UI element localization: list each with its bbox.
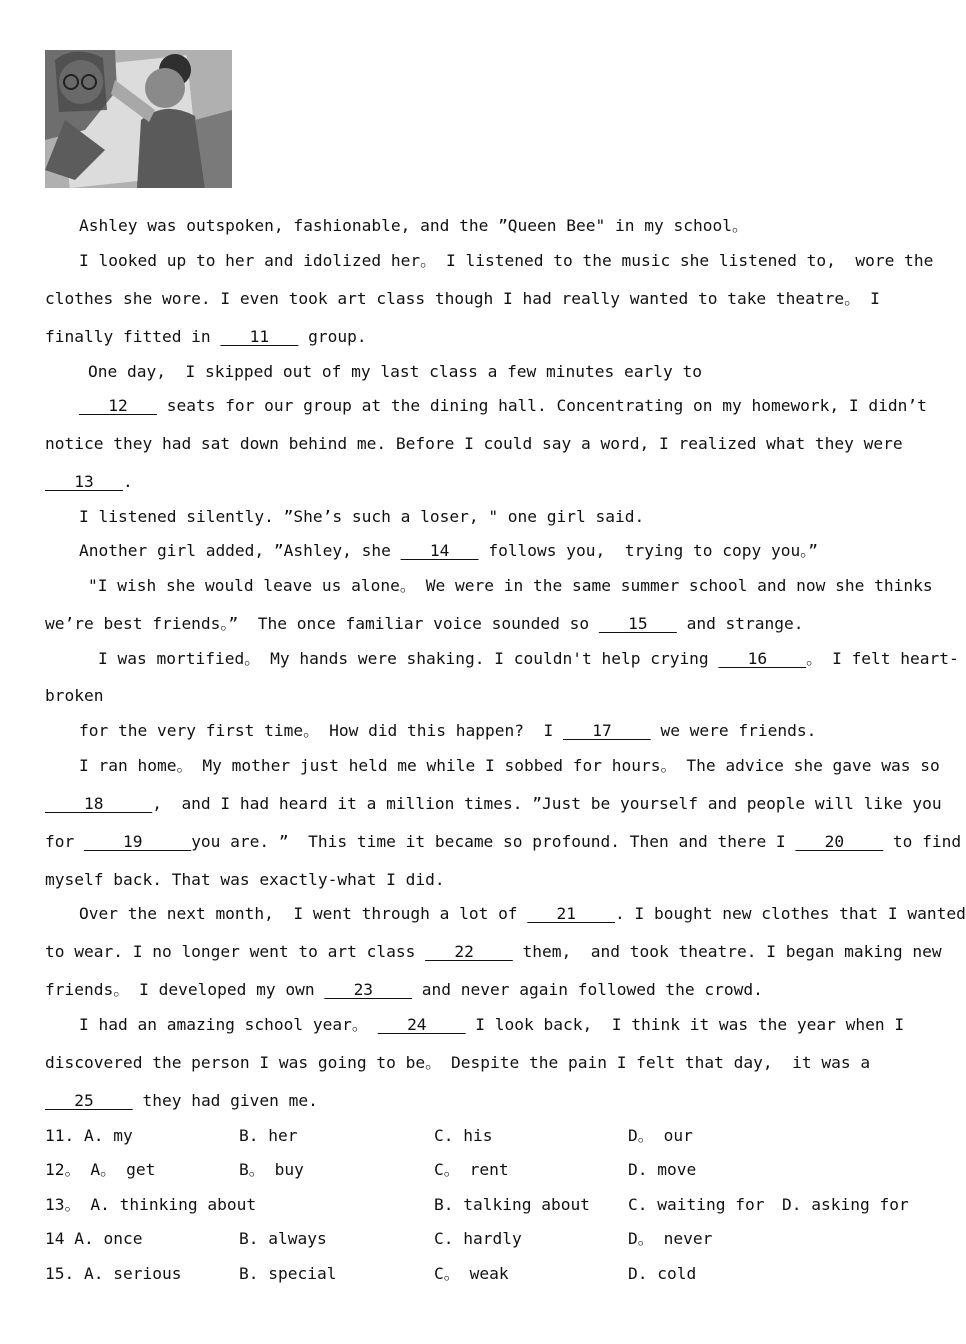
- option-15-d: D. cold: [628, 1264, 697, 1283]
- passage-line-8: 13 .: [45, 472, 133, 491]
- option-11-d: D。 our: [628, 1126, 693, 1145]
- passage-line-13: I was mortified。 My hands were shaking. I couldn't help crying 16 。 I felt heart-: [98, 649, 959, 668]
- passage-line-3: clothes she wore. I even took art class though I had really wanted to take theatre。 I: [45, 289, 880, 308]
- option-15-a: 15. A. serious: [45, 1264, 182, 1283]
- passage-line-16: I ran home。 My mother just held me while I sobbed for hours。 The advice she gave was so: [79, 756, 940, 775]
- option-14-a: 14 A. once: [45, 1229, 143, 1248]
- option-13-a: 13。 A. thinking about: [45, 1195, 257, 1214]
- passage-line-25: 25 they had given me.: [45, 1091, 318, 1110]
- passage-line-23: I had an amazing school year。 24 I look back, I think it was the year when I: [79, 1015, 905, 1034]
- blank-24: 24: [377, 1015, 466, 1034]
- blank-25: 25: [45, 1091, 133, 1110]
- passage-line-7: notice they had sat down behind me. Before I could say a word, I realized what they were: [45, 434, 903, 453]
- passage-line-22: friends。 I developed my own 23 and never again followed the crowd.: [45, 980, 763, 999]
- passage-line-1: Ashley was outspoken, fashionable, and the ”Queen Bee" in my school。: [79, 216, 749, 235]
- option-14-b: B. always: [239, 1229, 327, 1248]
- blank-12: 12: [79, 396, 157, 415]
- passage-line-11: "I wish she would leave us alone。 We were in the same summer school and now she thinks: [88, 576, 933, 595]
- blank-11: 11: [220, 327, 299, 346]
- blank-14: 14: [400, 541, 479, 560]
- option-12-a: 12。 A。 get: [45, 1160, 156, 1179]
- passage-line-6: 12 seats for our group at the dining hall. Concentrating on my homework, I didn’t: [79, 396, 927, 415]
- blank-21: 21: [527, 904, 616, 923]
- blank-22: 22: [425, 942, 513, 961]
- blank-23: 23: [324, 980, 413, 999]
- blank-13: 13: [45, 472, 123, 491]
- passage-line-14: broken: [45, 686, 104, 705]
- option-15-b: B. special: [239, 1264, 337, 1283]
- blank-17: 17: [562, 721, 651, 740]
- blank-19: 19: [83, 832, 192, 851]
- option-11-c: C. his: [434, 1126, 493, 1145]
- option-13-d: D. asking for: [782, 1195, 909, 1214]
- option-11-a: 11. A. my: [45, 1126, 133, 1145]
- passage-line-20: Over the next month, I went through a lot of 21 . I bought new clothes that I wanted: [79, 904, 966, 923]
- option-12-d: D. move: [628, 1160, 697, 1179]
- option-12-c: C。 rent: [434, 1160, 509, 1179]
- blank-18: 18: [45, 794, 153, 813]
- passage-line-17: 18 , and I had heard it a million times. ”Just be yourself and people will like you: [45, 794, 942, 813]
- option-15-c: C。 weak: [434, 1264, 509, 1283]
- passage-line-15: for the very first time。 How did this happen? I 17 we were friends.: [79, 721, 817, 740]
- option-13-b: B. talking about: [434, 1195, 590, 1214]
- option-11-b: B. her: [239, 1126, 298, 1145]
- passage-line-9: I listened silently. ”She’s such a loser, " one girl said.: [79, 507, 645, 526]
- passage-line-24: discovered the person I was going to be。 Despite the pain I felt that day, it was a: [45, 1053, 871, 1072]
- passage-line-19: myself back. That was exactly-what I did.: [45, 870, 445, 889]
- illustration-image: [45, 50, 232, 188]
- option-14-d: D。 never: [628, 1229, 713, 1248]
- blank-16: 16: [718, 649, 807, 668]
- blank-20: 20: [795, 832, 884, 851]
- passage-line-10: Another girl added, ”Ashley, she 14 follows you, trying to copy you。”: [79, 541, 819, 560]
- passage-line-2: I looked up to her and idolized her。 I listened to the music she listened to, wore the: [79, 251, 934, 270]
- blank-15: 15: [598, 614, 677, 633]
- passage-line-18: for 19 you are. ” This time it became so profound. Then and there I 20 to find: [45, 832, 962, 851]
- option-13-c: C. waiting for: [628, 1195, 765, 1214]
- option-12-b: B。 buy: [239, 1160, 304, 1179]
- option-14-c: C. hardly: [434, 1229, 522, 1248]
- passage-line-12: we’re best friends。” The once familiar voice sounded so 15 and strange.: [45, 614, 804, 633]
- passage-line-4: finally fitted in 11 group.: [45, 327, 367, 346]
- passage-line-5: One day, I skipped out of my last class a few minutes early to: [88, 362, 702, 381]
- passage-line-21: to wear. I no longer went to art class 22 them, and took theatre. I began making new: [45, 942, 942, 961]
